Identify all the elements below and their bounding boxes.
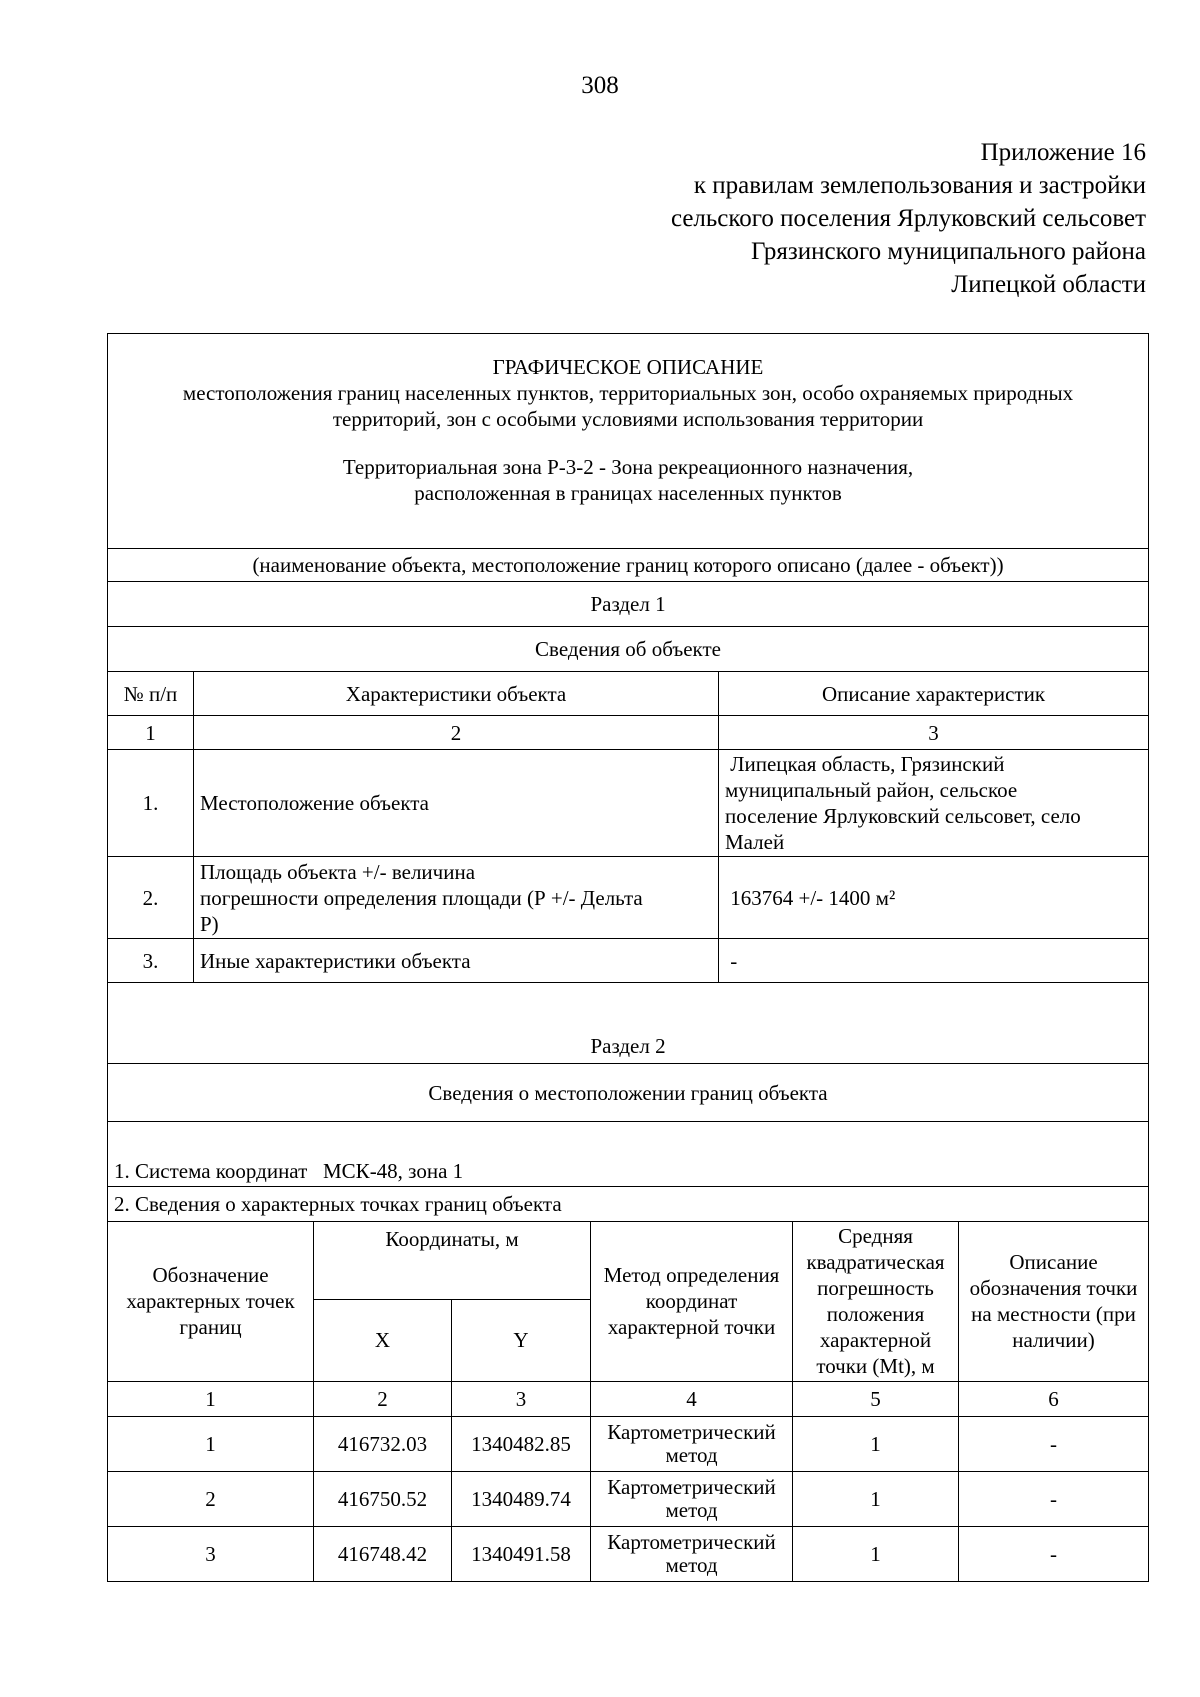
point-mt: 1 xyxy=(793,1416,959,1471)
name-line: погрешности определения площади (Р +/- Дельта xyxy=(200,885,643,910)
point-desc: - xyxy=(959,1526,1149,1581)
point-x: 416748.42 xyxy=(314,1526,452,1581)
row-num: 1. xyxy=(108,750,194,857)
name-line: Площадь объекта +/- величина xyxy=(200,859,476,884)
document-title: ГРАФИЧЕСКОЕ ОПИСАНИЕ xyxy=(492,355,764,379)
row-name: Иные характеристики объекта xyxy=(194,939,719,983)
object-name: расположенная в границах населенных пунктов xyxy=(414,481,842,505)
header-x: X xyxy=(314,1299,452,1381)
col-number: 2 xyxy=(194,716,719,750)
table-row xyxy=(108,857,1149,939)
point-y: 1340489.74 xyxy=(452,1471,591,1526)
table-row xyxy=(108,1416,1149,1471)
point-y: 1340491.58 xyxy=(452,1526,591,1581)
appendix-header xyxy=(671,136,1146,301)
point-x: 416732.03 xyxy=(314,1416,452,1471)
title-block xyxy=(108,334,1149,549)
coordinates-table xyxy=(107,1221,1149,1582)
row-num: 2. xyxy=(108,857,194,939)
header-characteristic: Характеристики объекта xyxy=(194,672,719,716)
header-coordinates: Координаты, м xyxy=(314,1221,591,1299)
point-x: 416750.52 xyxy=(314,1471,452,1526)
document-frame xyxy=(107,333,1148,1582)
page-number: 308 xyxy=(581,72,619,99)
point-method: Картометрический метод xyxy=(591,1471,793,1526)
table-row xyxy=(108,939,1149,983)
col-number: 3 xyxy=(452,1381,591,1416)
point-y: 1340482.85 xyxy=(452,1416,591,1471)
header-method: Метод определения координат характерной точки xyxy=(591,1221,793,1381)
desc-line: Липецкая область, Грязинский xyxy=(725,752,1005,776)
row-name xyxy=(194,857,719,939)
point-desc: - xyxy=(959,1471,1149,1526)
appendix-line: Приложение 16 xyxy=(980,139,1146,166)
desc-line: Малей xyxy=(725,830,785,854)
desc-line: муниципальный район, сельское xyxy=(725,778,1018,802)
header-error: Средняя квадратическая погрешность положения характерной точки (Mt), м xyxy=(793,1221,959,1381)
col-number: 1 xyxy=(108,1381,314,1416)
point-mt: 1 xyxy=(793,1471,959,1526)
row-num: 3. xyxy=(108,939,194,983)
section1-table xyxy=(107,333,1149,1222)
header-point-description: Описание обозначения точки на местности (при наличии) xyxy=(959,1221,1149,1381)
point-mt: 1 xyxy=(793,1526,959,1581)
table-row xyxy=(108,1526,1149,1581)
section1-subtitle: Сведения об объекте xyxy=(108,627,1149,672)
header-designation: Обозначение характерных точек границ xyxy=(108,1221,314,1381)
col-number: 5 xyxy=(793,1381,959,1416)
point-desc: - xyxy=(959,1416,1149,1471)
section2-subtitle: Сведения о местоположении границ объекта xyxy=(108,1064,1149,1122)
table-row xyxy=(108,750,1149,857)
point-method: Картометрический метод xyxy=(591,1526,793,1581)
col-number: 3 xyxy=(719,716,1149,750)
appendix-line: сельского поселения Ярлуковский сельсовет xyxy=(670,205,1146,232)
col-number: 4 xyxy=(591,1381,793,1416)
object-caption: (наименование объекта, местоположение границ которого описано (далее - объект)) xyxy=(108,549,1149,582)
table-row xyxy=(108,1471,1149,1526)
document-subtitle: местоположения границ населенных пунктов, территориальных зон, особо охраняемых природных xyxy=(182,381,1074,405)
point-method: Картометрический метод xyxy=(591,1416,793,1471)
document-subtitle: территорий, зон с особыми условиями использования территории xyxy=(332,407,924,431)
col-number: 2 xyxy=(314,1381,452,1416)
points-title: 2. Сведения о характерных точках границ объекта xyxy=(108,1187,1149,1222)
header-y: Y xyxy=(452,1299,591,1381)
col-number: 1 xyxy=(108,716,194,750)
point-id: 3 xyxy=(108,1526,314,1581)
row-desc: 163764 +/- 1400 м² xyxy=(719,857,1149,939)
desc-line: поселение Ярлуковский сельсовет, село xyxy=(725,804,1081,828)
header-num: № п/п xyxy=(108,672,194,716)
appendix-line: к правилам землепользования и застройки xyxy=(693,172,1146,199)
section1-title: Раздел 1 xyxy=(108,582,1149,627)
object-name: Территориальная зона Р-3-2 - Зона рекреационного назначения, xyxy=(342,455,914,479)
row-name: Местоположение объекта xyxy=(194,750,719,857)
col-number: 6 xyxy=(959,1381,1149,1416)
point-id: 1 xyxy=(108,1416,314,1471)
row-desc: - xyxy=(719,939,1149,983)
header-description: Описание характеристик xyxy=(719,672,1149,716)
appendix-line: Грязинского муниципального района xyxy=(751,238,1146,265)
appendix-line: Липецкой области xyxy=(951,271,1146,298)
coord-system: 1. Система координат МСК-48, зона 1 xyxy=(108,1122,1149,1187)
name-line: Р) xyxy=(200,911,219,936)
point-id: 2 xyxy=(108,1471,314,1526)
section2-title: Раздел 2 xyxy=(108,983,1149,1064)
row-desc xyxy=(719,750,1149,857)
